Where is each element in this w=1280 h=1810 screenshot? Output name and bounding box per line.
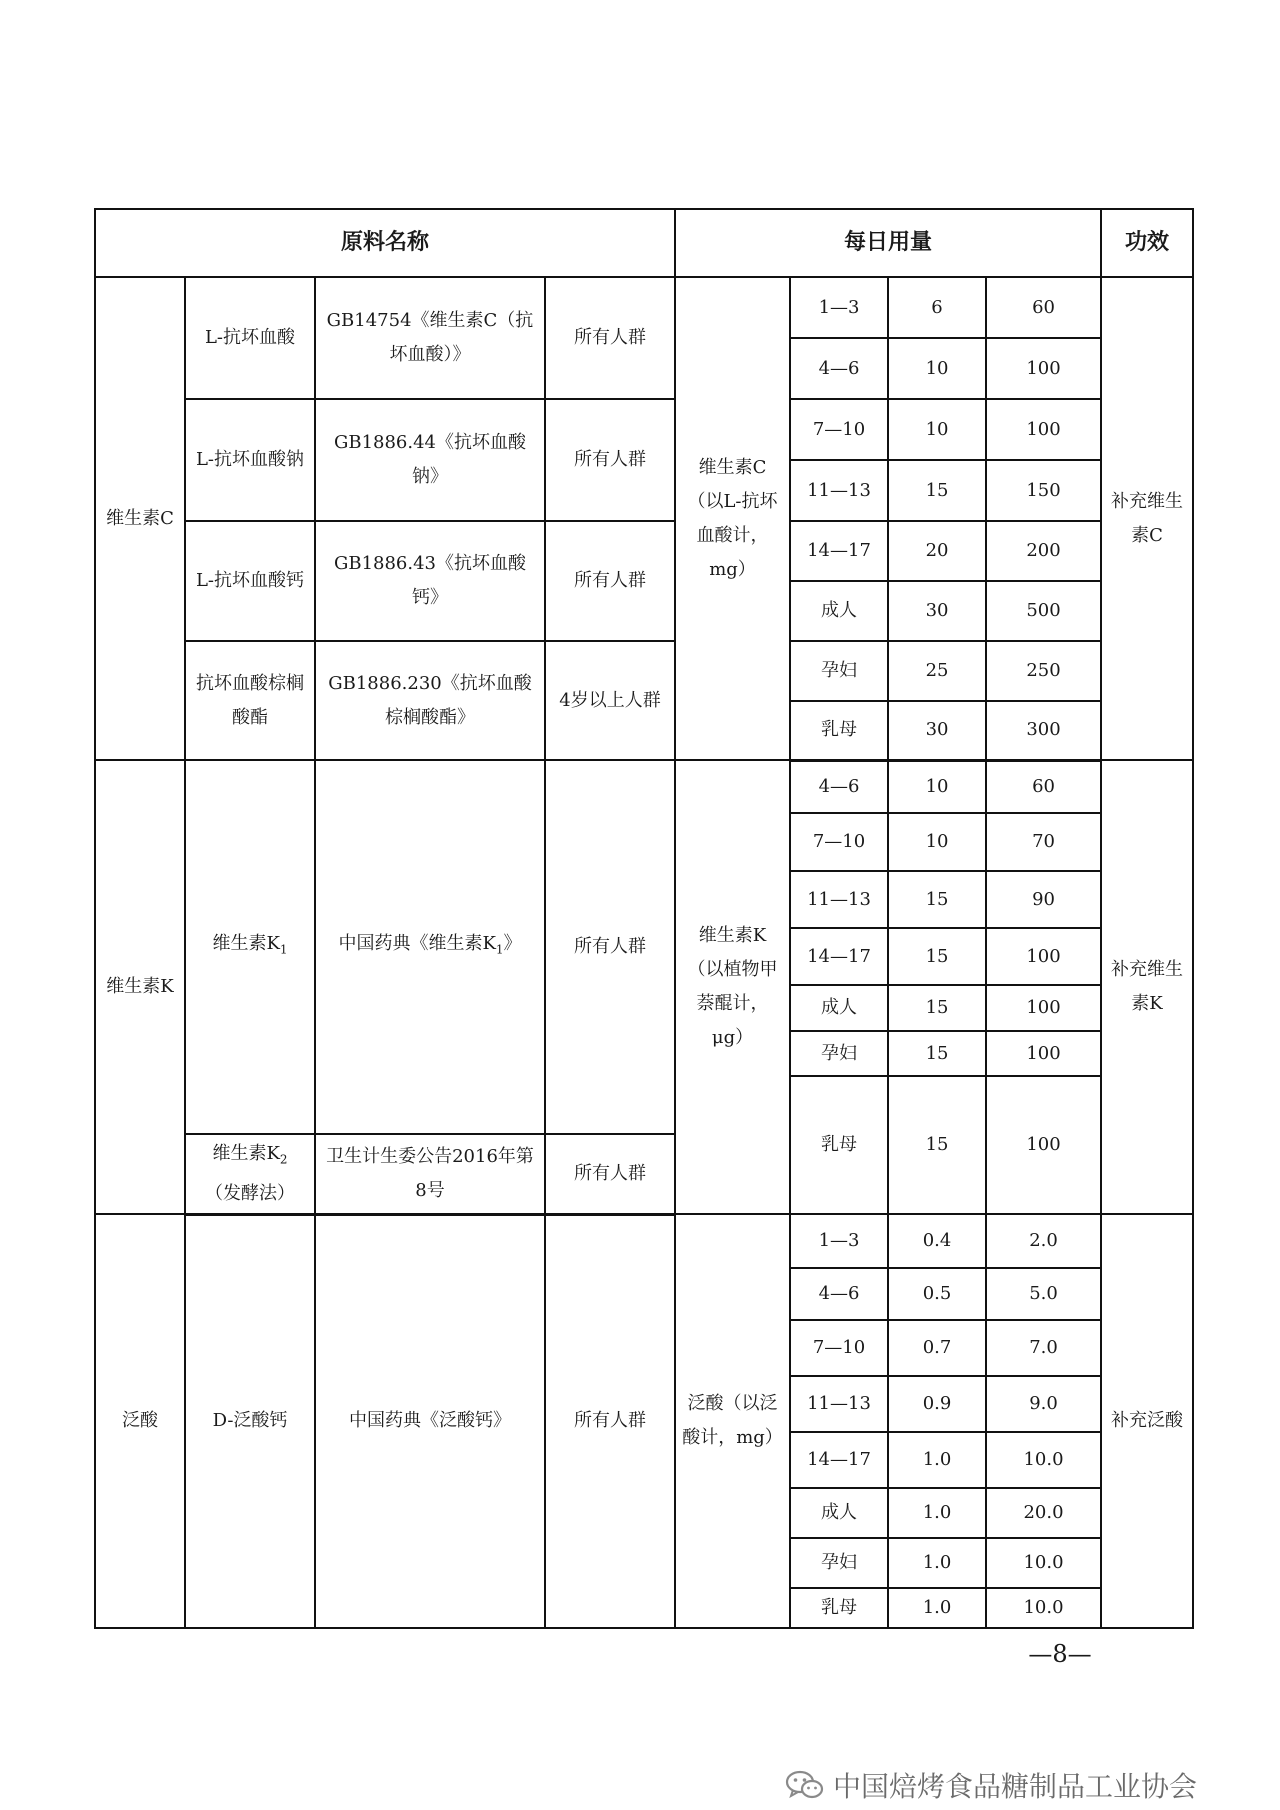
- standard-suffix: 》: [503, 933, 522, 955]
- standard-cell: GB1886.44《抗坏血酸钠》: [315, 399, 545, 521]
- max-dose-cell: 300: [986, 701, 1101, 760]
- source-name-cell: D-泛酸钙: [185, 1214, 315, 1628]
- population-cell: 所有人群: [545, 1214, 675, 1628]
- max-dose-cell: 100: [986, 928, 1101, 985]
- age-group-cell: 乳母: [790, 1588, 888, 1628]
- min-dose-cell: 10: [888, 760, 986, 813]
- max-dose-cell: 150: [986, 460, 1101, 521]
- amount-unit-cell: 泛酸（以泛酸计，mg）: [675, 1214, 790, 1628]
- max-dose-cell: 10.0: [986, 1432, 1101, 1488]
- min-dose-cell: 10: [888, 813, 986, 871]
- min-dose-cell: 25: [888, 641, 986, 701]
- age-group-cell: 1—3: [790, 277, 888, 338]
- source-name-main: 维生素K: [212, 1143, 280, 1164]
- min-dose-cell: 30: [888, 581, 986, 641]
- max-dose-cell: 10.0: [986, 1588, 1101, 1628]
- source-name-cell: [185, 760, 315, 1134]
- table-row: [95, 641, 1193, 701]
- max-dose-cell: 2.0: [986, 1214, 1101, 1268]
- min-dose-cell: 15: [888, 928, 986, 985]
- amount-unit-cell: 维生素K（以植物甲萘醌计，μg）: [675, 760, 790, 1214]
- min-dose-cell: 10: [888, 399, 986, 460]
- header-daily-amount: 每日用量: [675, 209, 1101, 277]
- source-name-suffix: （发酵法）: [205, 1182, 295, 1204]
- nutrient-cell: 维生素K: [95, 760, 185, 1214]
- source-name-cell: 抗坏血酸棕榈酸酯: [185, 641, 315, 760]
- header-efficacy: 功效: [1101, 209, 1193, 277]
- amount-unit-cell: 维生素C（以L-抗坏血酸计，mg）: [675, 277, 790, 760]
- max-dose-cell: 100: [986, 1031, 1101, 1076]
- population-cell: 所有人群: [545, 399, 675, 521]
- efficacy-cell: 补充维生素K: [1101, 760, 1193, 1214]
- max-dose-cell: 100: [986, 399, 1101, 460]
- source-name-cell: L-抗坏血酸: [185, 277, 315, 399]
- max-dose-cell: 60: [986, 277, 1101, 338]
- max-dose-cell: 200: [986, 521, 1101, 581]
- age-group-cell: 4—6: [790, 1268, 888, 1320]
- standard-cell: 卫生计生委公告2016年第8号: [315, 1134, 545, 1214]
- max-dose-cell: 100: [986, 338, 1101, 399]
- age-group-cell: 成人: [790, 1488, 888, 1538]
- age-group-cell: 乳母: [790, 701, 888, 760]
- age-group-cell: 7—10: [790, 399, 888, 460]
- min-dose-cell: 1.0: [888, 1432, 986, 1488]
- age-group-cell: 7—10: [790, 1320, 888, 1376]
- standard-cell: 中国药典《泛酸钙》: [315, 1214, 545, 1628]
- standard-cell: GB1886.43《抗坏血酸钙》: [315, 521, 545, 641]
- nutrient-cell: 维生素C: [95, 277, 185, 760]
- standard-main: 中国药典《维生素K: [338, 933, 496, 955]
- max-dose-cell: 500: [986, 581, 1101, 641]
- age-group-cell: 4—6: [790, 338, 888, 399]
- population-cell: 所有人群: [545, 521, 675, 641]
- age-group-cell: 11—13: [790, 1376, 888, 1432]
- min-dose-cell: 30: [888, 701, 986, 760]
- max-dose-cell: 100: [986, 1076, 1101, 1214]
- max-dose-cell: 90: [986, 871, 1101, 928]
- max-dose-cell: 60: [986, 760, 1101, 813]
- table-row: [95, 277, 1193, 338]
- age-group-cell: 1—3: [790, 1214, 888, 1268]
- nutrient-table: [94, 208, 1194, 1629]
- population-cell: 4岁以上人群: [545, 641, 675, 760]
- age-group-cell: 乳母: [790, 1076, 888, 1214]
- standard-cell: [315, 760, 545, 1134]
- source-name-subscript: 1: [279, 942, 288, 957]
- source-name-cell: L-抗坏血酸钠: [185, 399, 315, 521]
- age-group-cell: 14—17: [790, 1432, 888, 1488]
- age-group-cell: 11—13: [790, 871, 888, 928]
- max-dose-cell: 100: [986, 985, 1101, 1031]
- max-dose-cell: 20.0: [986, 1488, 1101, 1538]
- standard-cell: GB1886.230《抗坏血酸棕榈酸酯》: [315, 641, 545, 760]
- watermark-text: 中国焙烤食品糖制品工业协会: [833, 1770, 1198, 1803]
- max-dose-cell: 5.0: [986, 1268, 1101, 1320]
- max-dose-cell: 7.0: [986, 1320, 1101, 1376]
- table-row: [95, 1214, 1193, 1268]
- watermark: [785, 1765, 1197, 1805]
- min-dose-cell: 10: [888, 338, 986, 399]
- min-dose-cell: 1.0: [888, 1538, 986, 1588]
- source-name-subscript: 2: [279, 1152, 288, 1167]
- population-cell: 所有人群: [545, 277, 675, 399]
- age-group-cell: 成人: [790, 581, 888, 641]
- max-dose-cell: 10.0: [986, 1538, 1101, 1588]
- source-name-main: 维生素K: [212, 933, 280, 955]
- min-dose-cell: 0.9: [888, 1376, 986, 1432]
- source-name-cell: [185, 1134, 315, 1214]
- age-group-cell: 孕妇: [790, 1538, 888, 1588]
- min-dose-cell: 0.4: [888, 1214, 986, 1268]
- max-dose-cell: 70: [986, 813, 1101, 871]
- age-group-cell: 成人: [790, 985, 888, 1031]
- nutrient-cell: 泛酸: [95, 1214, 185, 1628]
- min-dose-cell: 20: [888, 521, 986, 581]
- table-row: [95, 399, 1193, 460]
- age-group-cell: 7—10: [790, 813, 888, 871]
- header-raw-material: 原料名称: [95, 209, 675, 277]
- wechat-icon: [785, 1769, 825, 1801]
- table-row: [95, 521, 1193, 581]
- min-dose-cell: 15: [888, 1031, 986, 1076]
- population-cell: 所有人群: [545, 1134, 675, 1214]
- min-dose-cell: 1.0: [888, 1488, 986, 1538]
- min-dose-cell: 0.5: [888, 1268, 986, 1320]
- header-row: [95, 209, 1193, 277]
- efficacy-cell: 补充维生素C: [1101, 277, 1193, 760]
- min-dose-cell: 6: [888, 277, 986, 338]
- standard-subscript: 1: [495, 942, 504, 957]
- efficacy-cell: 补充泛酸: [1101, 1214, 1193, 1628]
- standard-cell: GB14754《维生素C（抗坏血酸）》: [315, 277, 545, 399]
- age-group-cell: 孕妇: [790, 1031, 888, 1076]
- age-group-cell: 14—17: [790, 521, 888, 581]
- population-cell: 所有人群: [545, 760, 675, 1134]
- min-dose-cell: 15: [888, 460, 986, 521]
- min-dose-cell: 15: [888, 985, 986, 1031]
- page-number: —8—: [1028, 1640, 1092, 1668]
- age-group-cell: 14—17: [790, 928, 888, 985]
- min-dose-cell: 1.0: [888, 1588, 986, 1628]
- min-dose-cell: 15: [888, 871, 986, 928]
- age-group-cell: 4—6: [790, 760, 888, 813]
- table-row: [95, 760, 1193, 813]
- source-name-cell: L-抗坏血酸钙: [185, 521, 315, 641]
- max-dose-cell: 250: [986, 641, 1101, 701]
- age-group-cell: 11—13: [790, 460, 888, 521]
- max-dose-cell: 9.0: [986, 1376, 1101, 1432]
- min-dose-cell: 0.7: [888, 1320, 986, 1376]
- age-group-cell: 孕妇: [790, 641, 888, 701]
- min-dose-cell: 15: [888, 1076, 986, 1214]
